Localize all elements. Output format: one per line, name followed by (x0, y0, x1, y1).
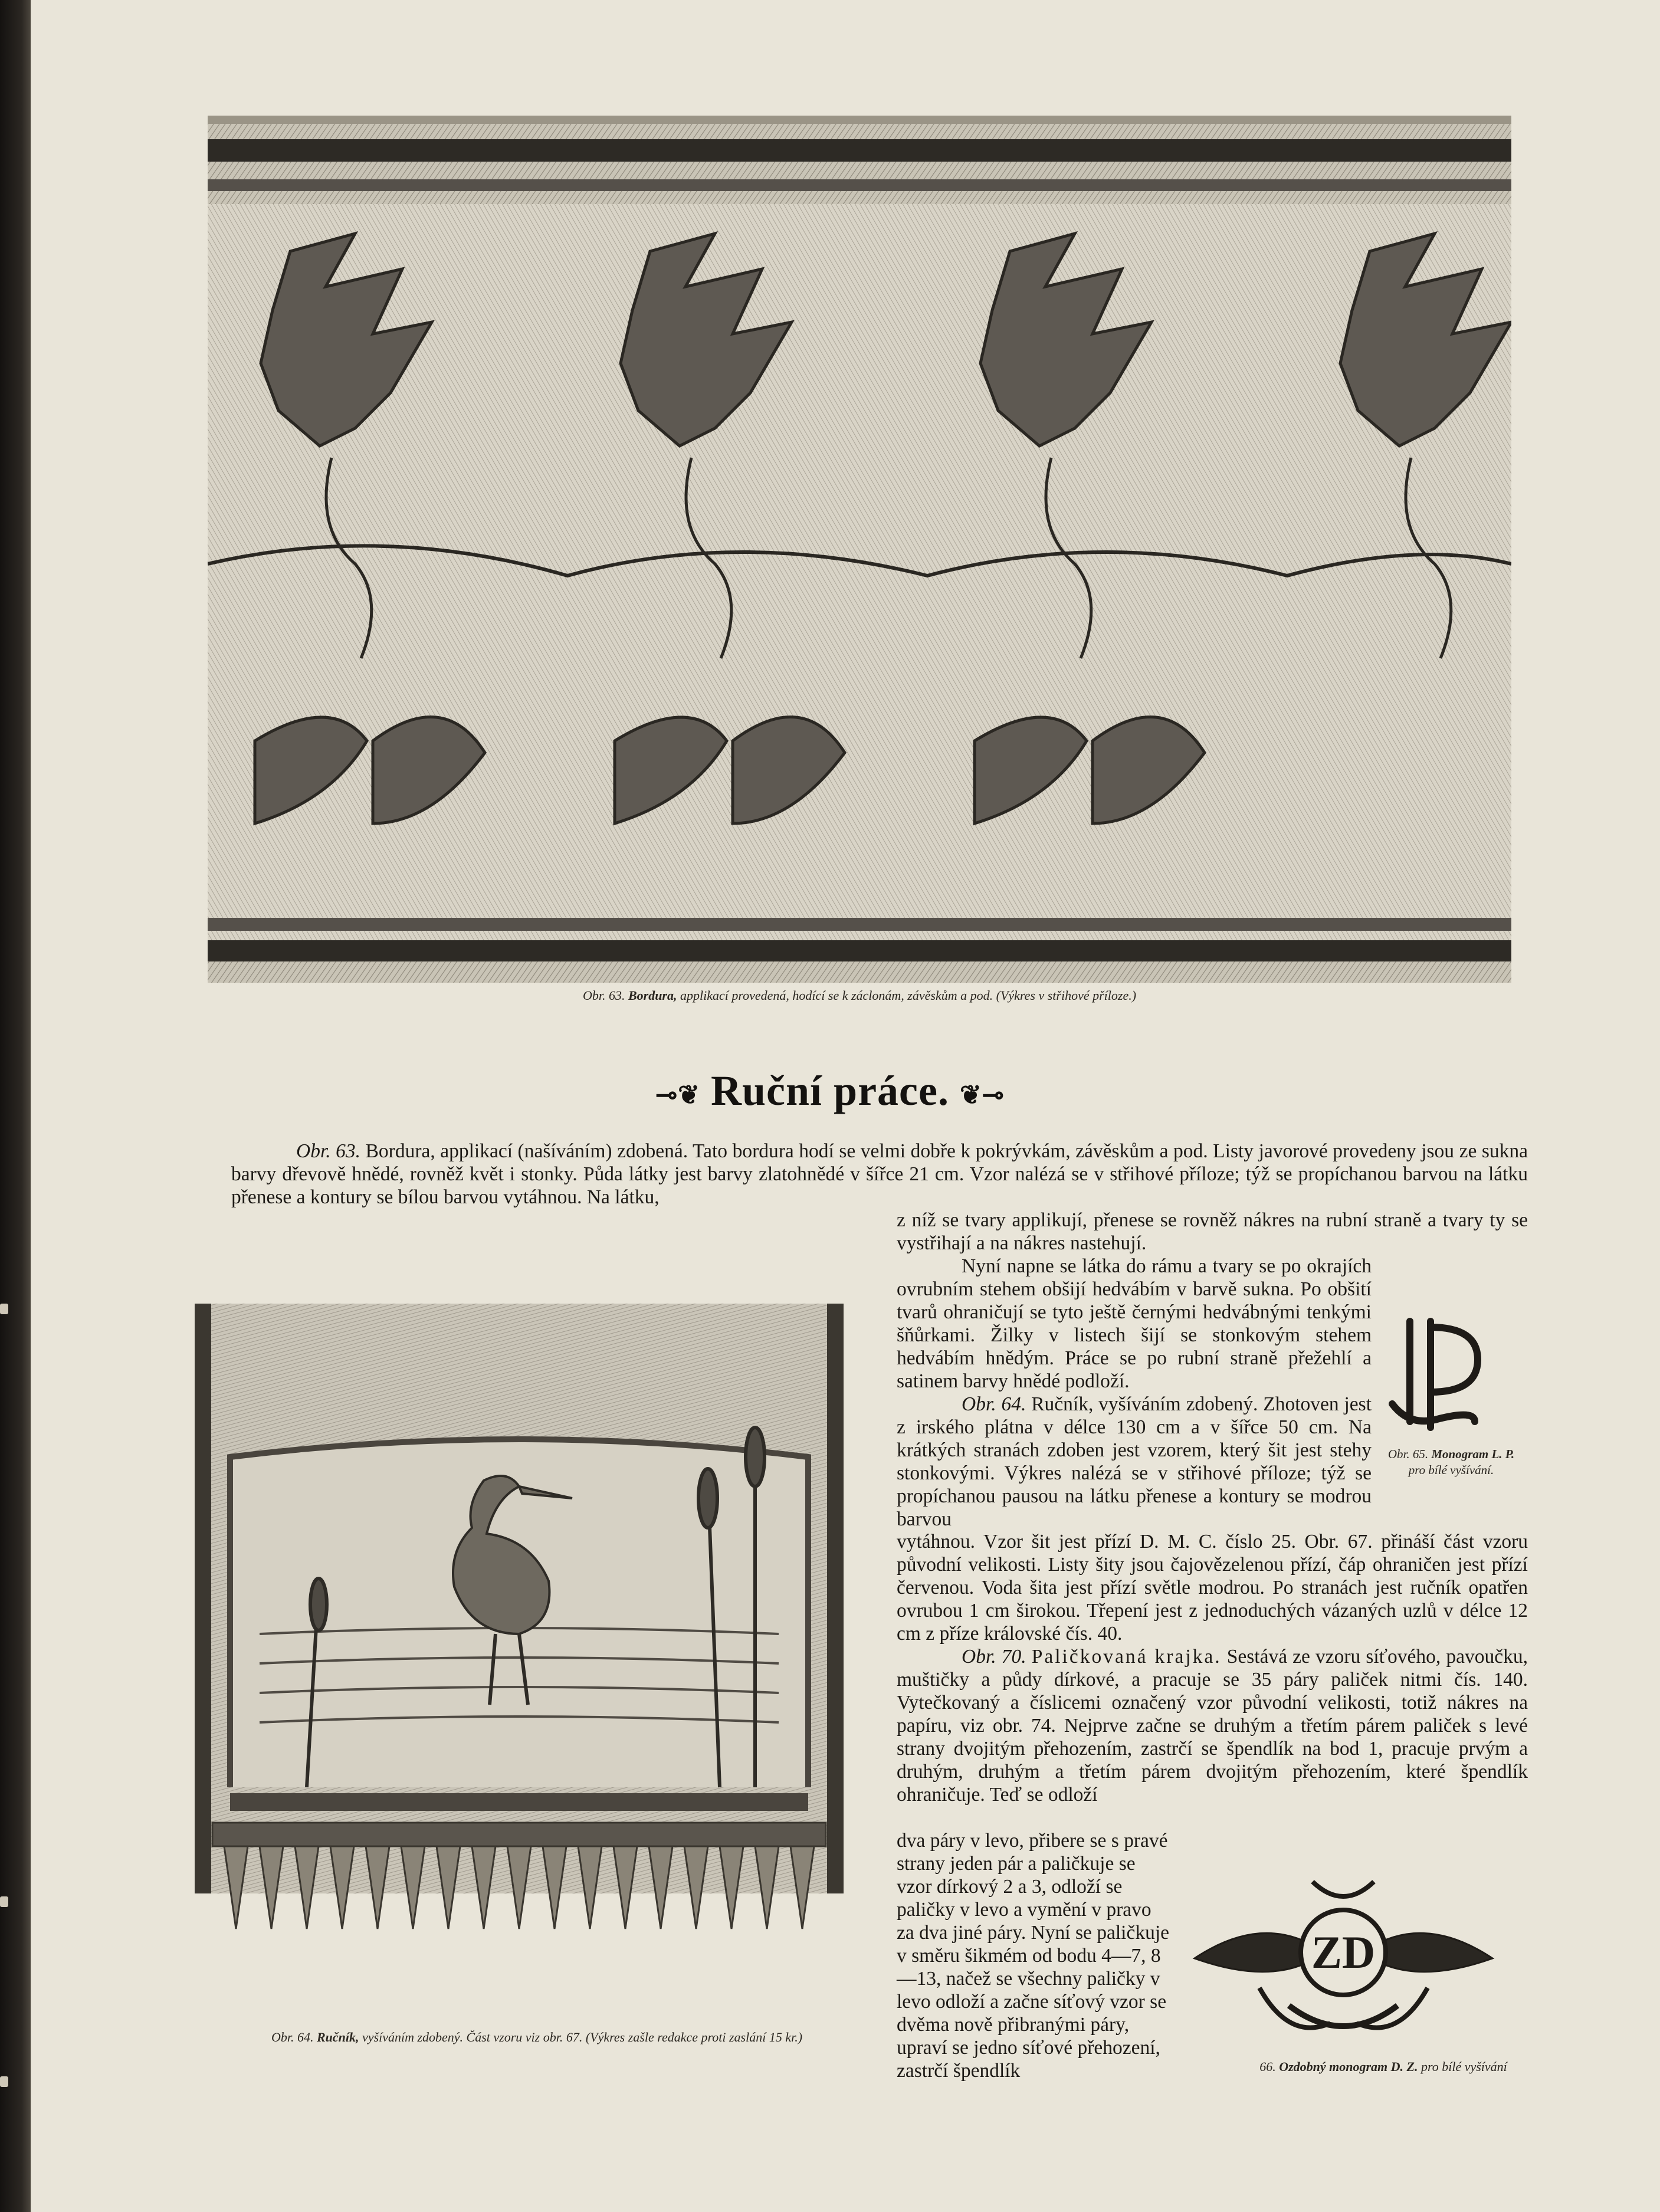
paragraph-text: Bordura, applikací (našíváním) zdobená. Tato bordura hodí se velmi dobře k pokrývkám, závěskům a pod. Listy javorové provedeny jsou ze sukna barvy dřevově hnědé, rovněž květ i stonky. Půda látky jest barvy zlatohnědé v šířce 21 cm. Vzor nalézá se v střihové příloze; týž se propíchanou barvou na látku přenese a kontury se bílou barvou vytáhnou. Na látku, (231, 1140, 1528, 1208)
paragraph-text: vytáhnou. Vzor šit jest přízí D. M. C. číslo 25. Obr. 67. přináší část vzoru původní velikosti. Listy šity jsou čajovězelenou přízí, čáp ohraničen jest přízí červenou. Voda šita jest přízí světle modrou. Po stranách jest ručník opatřen ovrubou 1 cm širokou. Třepení jest z jednoduchých vázaných uzlů v délce 12 cm z příze královské čís. 40. (897, 1531, 1528, 1645)
towel-heron-illustration (189, 1304, 851, 2017)
caption-lead: Obr. 64. (271, 2030, 314, 2044)
figure-64-caption (230, 2029, 844, 2045)
monogram-letters: ZD (1311, 1927, 1376, 1978)
right-ornament: ❦⊸ (959, 1080, 1005, 1110)
figure-ref: Obr. 63. (296, 1140, 361, 1162)
caption-rest: pro bílé vyšívání. (1408, 1463, 1494, 1477)
figure-ref: Obr. 64. (962, 1393, 1026, 1415)
caption-rest: pro bílé vyšívání (1420, 2059, 1507, 2074)
article-intro (231, 1140, 1528, 1209)
monogram-lp-illustration (1386, 1315, 1487, 1433)
lace-title: Paličkovaná krajka. (1031, 1646, 1222, 1668)
left-ornament: ⊸❦ (655, 1080, 701, 1110)
caption-title: Ručník, (316, 2030, 359, 2044)
caption-title: Ozdobný monogram D. Z. (1279, 2059, 1418, 2074)
caption-lead: Obr. 63. (582, 988, 625, 1003)
caption-lead: Obr. 65. (1387, 1447, 1429, 1461)
article-column-narrow (897, 1255, 1372, 1531)
caption-rest: vyšíváním zdobený. Část vzoru viz obr. 67. (Výkres zašle redakce proti zaslání 15 kr.) (362, 2030, 803, 2044)
maple-border-illustration (208, 116, 1511, 983)
paragraph-text: Ručník, vyšíváním zdobený. Zhotoven jest z irského plátna v délce 130 cm a v šířce 50 cm. Na krátkých stranách zdoben jest vzorem, který šit jest stehy stonkovými. Výkres nalézá se v střihové příloze; týž se propíchanou pausou na látku přenese a kontury se modrou barvou (897, 1393, 1372, 1530)
article-intro-continued (897, 1209, 1528, 1255)
paragraph-text: Sestává ze vzoru síťového, pavoučku, muštičky a půdy dírkové, a pracuje se 35 páry paliček nitmi čís. 140. Vytečkovaný a číslicemi označený vzor původní velikosti, totiž nákres na papíru, viz obr. 74. Nejprve začne se druhým a třetím párem paliček s levé strany dvojitým přehozením, zastrčí se špendlík na bod 1, pracuje prvým a druhým, druhým a třetím párem dvojitým přehozením, které špendlík ohraničuje. Teď se odloží (897, 1646, 1528, 1806)
caption-lead: 66. (1259, 2059, 1276, 2074)
heading-title: Ruční práce. (711, 1067, 949, 1114)
binding-mark (0, 1304, 8, 1314)
monogram-dz-illustration (1183, 1870, 1504, 2065)
section-heading (0, 1066, 1660, 1115)
binding-mark (0, 2076, 8, 2087)
caption-title: Monogram L. P. (1431, 1447, 1515, 1461)
figure-66-caption (1245, 2059, 1522, 2075)
caption-title: Bordura, (628, 988, 677, 1003)
figure-ref: Obr. 70. (962, 1646, 1026, 1668)
paragraph-text: z níž se tvary applikují, přenese se rovněž nákres na rubní straně a tvary ty se vystřihají a na nákres nastehují. (897, 1209, 1528, 1254)
article-column-full (897, 1530, 1528, 1806)
towel-fringe (212, 1823, 826, 1929)
paragraph-text: dva páry v levo, přibere se s pravé strany jeden pár a paličkuje se vzor dírkový 2 a 3, odloží se paličky v levo a vymění v pravo za dva jiné páry. Nyní se paličkuje v směru šikmém od bodu 4—7, 8—13, načež se všechny paličky v levo odloží a začne síťový vzor se dvěma nově přibranými páry, upraví se jedno síťové přehození, zastrčí špendlík (897, 1830, 1169, 2082)
figure-65-caption (1380, 1446, 1522, 1478)
caption-rest: applikací provedená, hodící se k záclonám, závěskům a pod. (Výkres v střihové příloze.) (680, 988, 1137, 1003)
article-column-bottom (897, 1829, 1169, 2082)
paragraph-text: Nyní napne se látka do rámu a tvary se po okrajích ovrubním stehem obšijí hedvábím v barvě sukna. Po obšití tvarů ohraničují se tyto ještě černými hedvábnými tenkými šňůrkami. Žilky v listech šijí se stonkovým stehem hedvábím hnědým. Práce se po rubní straně přežehlí a satinem barvy hnědé podloží. (897, 1255, 1372, 1392)
figure-63-caption (208, 987, 1511, 1003)
binding-mark (0, 1896, 8, 1907)
